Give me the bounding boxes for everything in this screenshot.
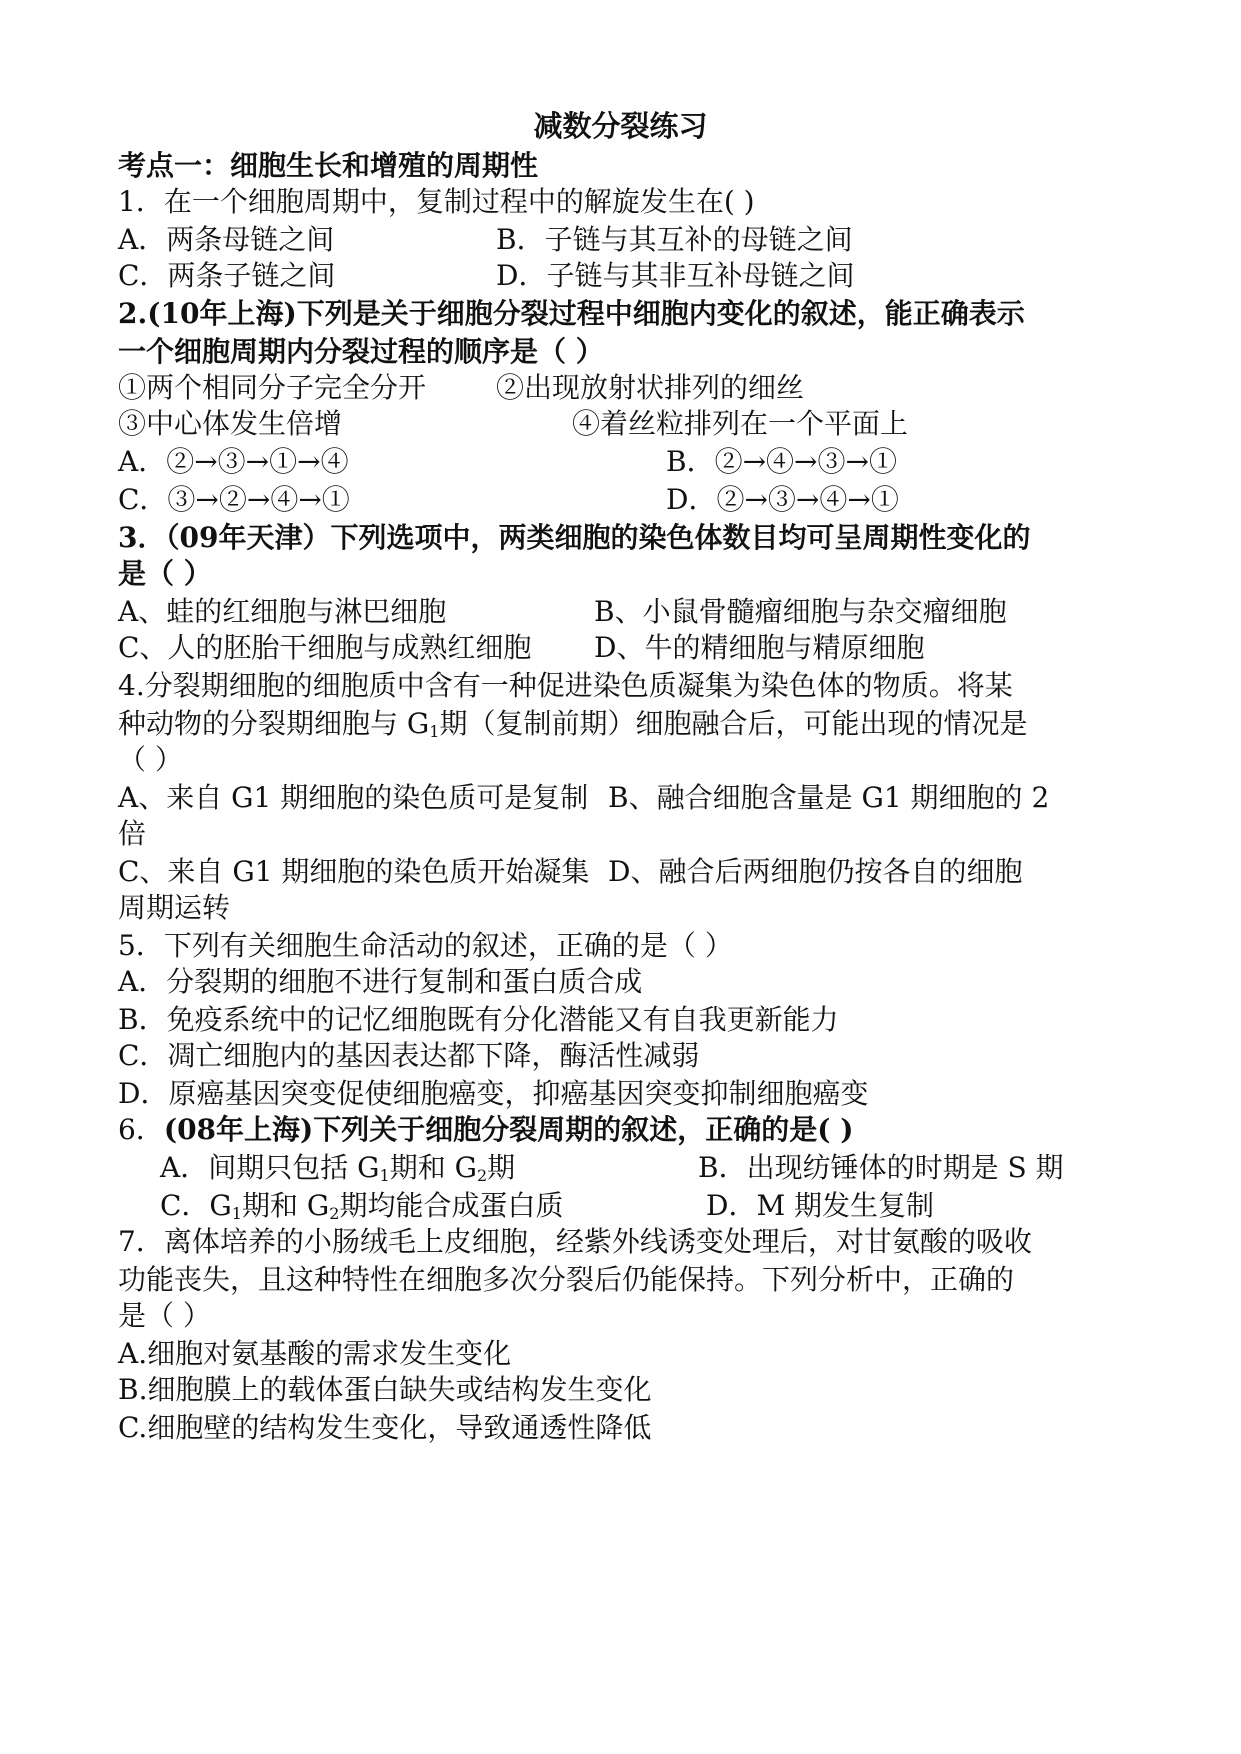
q2-item-4: ④着丝粒排列在一个平面上 (572, 407, 909, 440)
q3-stem-line2: 是（ ） (118, 557, 212, 590)
q4-stem-line3: （ ） (118, 743, 183, 776)
q4-option-d: D、融合后两细胞仍按各自的细胞 (608, 855, 1023, 888)
q2-option-c: C．③→②→④→① (118, 483, 350, 516)
q4-option-d-wrap: 周期运转 (118, 891, 231, 924)
q4-option-c: C、来自 G1 期细胞的染色质开始凝集 (118, 855, 590, 888)
q6-option-c: C．$G_1$期和 $G_2$期均能合成蛋白质 (160, 1189, 564, 1223)
q3-option-b: B、小鼠骨髓瘤细胞与杂交瘤细胞 (594, 595, 1007, 628)
q2-items-row2 (118, 404, 1138, 444)
q1-stem: 1．在一个细胞周期中，复制过程中的解旋发生在( ) (118, 185, 755, 218)
q7-option-b: B.细胞膜上的载体蛋白缺失或结构发生变化 (118, 1373, 652, 1406)
q1-option-d: D．子链与其非互补母链之间 (496, 259, 855, 292)
q2-items-row1 (118, 368, 1138, 408)
q5-option-c: C．凋亡细胞内的基因表达都下降，酶活性减弱 (118, 1039, 700, 1072)
q6-option-a: A．间期只包括 $G_1$期和 $G_2$期 (160, 1151, 516, 1185)
q1-option-c: C．两条子链之间 (118, 259, 336, 292)
q2-stem-line2: 一个细胞周期内分裂过程的顺序是（ ） (118, 335, 604, 368)
q4-options-row1 (118, 778, 1138, 818)
q6-options-row1 (118, 1148, 1138, 1188)
q1-options-row2 (118, 256, 1138, 296)
q1-option-a: A．两条母链之间 (118, 223, 335, 256)
q7-option-a: A.细胞对氨基酸的需求发生变化 (118, 1337, 512, 1370)
q4-stem-line2 (118, 704, 1138, 744)
q1-options-row1 (118, 220, 1138, 260)
q2-option-d: D．②→③→④→① (666, 483, 899, 516)
q5-option-b: B．免疫系统中的记忆细胞既有分化潜能又有自我更新能力 (118, 1003, 839, 1036)
q2-item-3: ③中心体发生倍增 (118, 407, 343, 440)
q2-options-row1 (118, 442, 1138, 482)
q2-item-2: ②出现放射状排列的细丝 (496, 371, 805, 404)
q2-item-1: ①两个相同分子完全分开 (118, 371, 427, 404)
q2-options-row2 (118, 480, 1138, 520)
page-title: 减数分裂练习 (533, 109, 708, 143)
q6-options-row2 (118, 1186, 1138, 1226)
q6-option-b: B．出现纺锤体的时期是 S 期 (698, 1151, 1064, 1184)
q6-option-d: D．M 期发生复制 (706, 1189, 935, 1222)
q7-stem-line2: 功能丧失，且这种特性在细胞多次分裂后仍能保持。下列分析中，正确的 (118, 1263, 1015, 1296)
q4-options-row2 (118, 852, 1138, 892)
q4-subscript: 1 (429, 722, 440, 741)
q4-stem-line1: 4.分裂期细胞的细胞质中含有一种促进染色质凝集为染色体的物质。将某 (118, 669, 1013, 702)
q6-stem: (08年上海)下列关于细胞分裂周期的叙述，正确的是( ) (163, 1113, 854, 1146)
q6-number: 6． (118, 1113, 164, 1146)
q2-option-a: A．②→③→①→④ (118, 445, 349, 478)
q1-option-b: B．子链与其互补的母链之间 (496, 223, 853, 256)
q3-option-a: A、蛙的红细胞与淋巴细胞 (118, 595, 447, 628)
q5-option-a: A．分裂期的细胞不进行复制和蛋白质合成 (118, 965, 643, 998)
q4-option-b-wrap: 倍 (118, 817, 147, 850)
q4-stem-line2-end: 期（复制前期）细胞融合后，可能出现的情况是 (439, 707, 1028, 740)
q4-option-b: B、融合细胞含量是 G1 期细胞的 2 (608, 781, 1050, 814)
q5-stem: 5．下列有关细胞生命活动的叙述，正确的是（ ） (118, 929, 733, 962)
q4-option-a: A、来自 G1 期细胞的染色质可是复制 (118, 781, 589, 814)
q4-stem-line2-start: 种动物的分裂期细胞与 G (118, 707, 430, 740)
q3-option-d: D、牛的精细胞与精原细胞 (594, 631, 925, 664)
q2-stem-line1: 2.(10年上海)下列是关于细胞分裂过程中细胞内变化的叙述，能正确表示 (118, 297, 1025, 330)
q3-options-row1 (118, 592, 1138, 632)
q6-stem-line (118, 1110, 1138, 1150)
q2-option-b: B．②→④→③→① (666, 445, 897, 478)
q5-option-d: D．原癌基因突变促使细胞癌变，抑癌基因突变抑制细胞癌变 (118, 1077, 869, 1110)
q7-option-c: C.细胞壁的结构发生变化，导致通透性降低 (118, 1411, 652, 1444)
q7-stem-line3: 是（ ） (118, 1299, 211, 1332)
q7-stem-line1: 7．离体培养的小肠绒毛上皮细胞，经紫外线诱变处理后，对甘氨酸的吸收 (118, 1225, 1032, 1258)
q3-option-c: C、人的胚胎干细胞与成熟红细胞 (118, 631, 532, 664)
section-heading: 考点一：细胞生长和增殖的周期性 (118, 149, 539, 182)
q3-options-row2 (118, 628, 1138, 668)
q3-stem-line1: 3．（09年天津）下列选项中，两类细胞的染色体数目均可呈周期性变化的 (118, 521, 1031, 554)
